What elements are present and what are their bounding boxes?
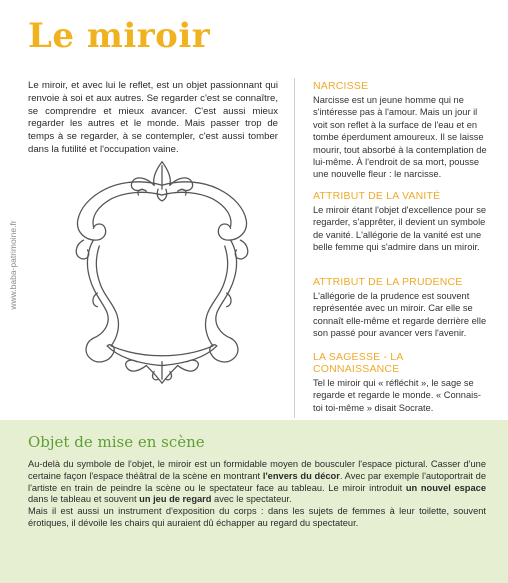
section-text: L'allégorie de la prudence est souvent représentée avec un miroir. Car elle se connaît elle-même et regarde derrière elle son passé pour avancer vers l'avenir.	[313, 291, 487, 339]
section-text: Tel le miroir qui « réfléchit », le sage se regarde et regarde le monde. « Connais-toi toi-même » disait Socrate.	[313, 378, 481, 413]
emphasis: un jeu de regard	[139, 494, 212, 505]
mise-en-scene-title: Objet de mise en scène	[28, 433, 205, 451]
section-prudence	[313, 276, 488, 340]
section-text: Narcisse est un jeune homme qui ne s'intéresse pas à l'amour. Mais un jour il voit son reflet à la surface de l'eau et en tombe éperdument amoureux. Il se laisse mourir, tout absorbé à la contemplation de lui-même. À l'endroit de sa mort, pousse une nouvelle fleur : le narcisse.	[313, 95, 487, 180]
column-divider	[294, 78, 295, 418]
section-heading: ATTRIBUT DE LA PRUDENCE	[313, 276, 463, 288]
mise-en-scene-text: Au-delà du symbole de l'objet, le miroir est un formidable moyen de bousculer l'espace pictural. Casser d'une certaine façon l'espace théâtral de la scène en montrant l'envers du décor. Avec par exemple l'autoportrait de l'artiste en train de peindre la scène ou le spectateur face au tableau. Le miroir introduit un nouvel espace dans le tableau et souvent un jeu de regard avec le spectateur. Mais il est aussi un instrument d'exposition du corps : dans les sujets de femmes à leur toilette, souvent érotiques, il dévoile les chairs qui auraient dû échapper au regard du spectateur.	[28, 459, 486, 528]
section-sagesse	[313, 351, 488, 414]
section-heading: NARCISSE	[313, 80, 369, 92]
section-narcisse	[313, 80, 488, 181]
page-title: Le miroir	[28, 16, 211, 56]
side-credit	[5, 205, 21, 325]
section-heading: ATTRIBUT DE LA VANITÉ	[313, 190, 441, 202]
section-vanite	[313, 190, 488, 254]
emphasis: un nouvel espace	[405, 482, 486, 493]
section-heading: LA SAGESSE - LA CONNAISSANCE	[313, 351, 403, 375]
section-text: Le miroir étant l'objet d'excellence pour se regarder, s'apprêter, il devient un symbole de vanité. L'allégorie de la vanité est une belle femme qui s'admire dans un miroir.	[313, 205, 487, 253]
side-credit-text: www.baba-patrimoine.fr	[8, 220, 18, 310]
intro-paragraph: Le miroir, et avec lui le reflet, est un objet passionnant qui renvoie à soi et aux autres. Se regarder c'est se connaître, se comprendre et mieux avancer. C'est aussi mieux regarder les autres et le monde. Mais passer trop de temps à se regarder, à se contempler, c'est aussi tomber dans la futilité et l'occupation vaine.	[28, 80, 278, 155]
ornate-mirror-frame-icon	[64, 155, 260, 387]
emphasis: l'envers du décor	[262, 470, 340, 481]
